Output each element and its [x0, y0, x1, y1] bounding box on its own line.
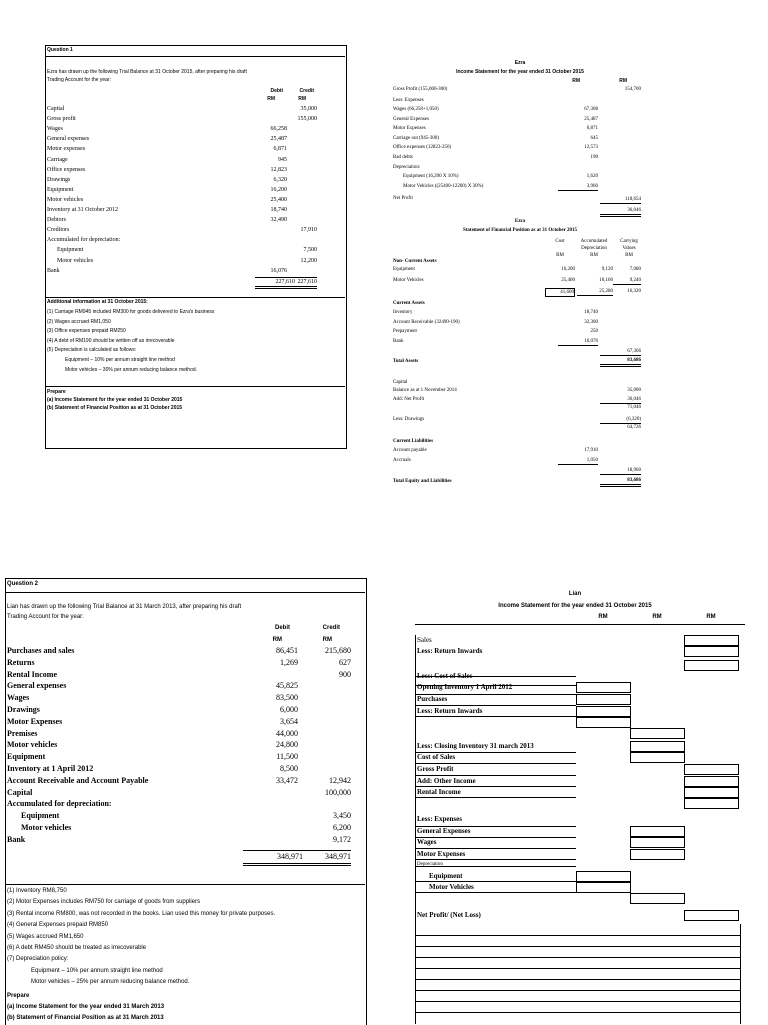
ezra-net-profit-label: Net Profit [393, 196, 413, 201]
lian-row-rule [415, 786, 576, 787]
lian-is-title: Income Statement for the year ended 31 October 2015 [498, 603, 652, 609]
q1-additional-item: Motor vehicles – 30% per annum reducing balance method. [65, 366, 198, 373]
q2-intro-line1: Lian has drawn up the following Trial Balance at 31 March 2013, after preparing his draft [7, 604, 242, 610]
lian-col-rm3: RM [706, 614, 716, 620]
ezra-ca-label: Account Receivable (32490-190) [393, 319, 460, 325]
ezra-expense-value: 6,871 [586, 126, 598, 132]
q2-row-label: Equipment [7, 752, 46, 762]
ezra-capital-value: 36,046 [600, 396, 641, 404]
ezra-capital-label: Add: Net Profit [393, 396, 425, 402]
lian-blank-rule [415, 968, 740, 969]
q2-note-item: (5) Wages accrued RM1,650 [7, 933, 84, 940]
lian-amount-cell[interactable] [630, 728, 685, 739]
lian-row-frame [415, 893, 577, 904]
lian-col-rm1: RM [598, 614, 608, 620]
q2-note-item: (3) Rental income RM800, was not recorded in the books. Lian used this money for private purposes. [7, 910, 276, 917]
q1-row-debit: 25,400 [270, 196, 287, 203]
ezra-total-el: 83,686 [600, 477, 641, 487]
ezra-ca-value: 18,740 [584, 310, 598, 315]
lian-row-label: Net Profit/ (Net Loss) [417, 911, 481, 919]
ezra-sfp-col-carry2: Values [622, 246, 636, 251]
q1-row-credit: 17,910 [300, 227, 317, 234]
q2-row-debit: 8,500 [280, 764, 298, 773]
ezra-sfp-col-acc1: Accumulated [580, 239, 608, 244]
lian-right-border [740, 924, 741, 1024]
q1-row-debit: 16,200 [270, 186, 287, 193]
ezra-nca-cost: 25,400 [561, 278, 575, 283]
q1-prepare-title: Prepare [47, 389, 66, 395]
lian-amount-cell[interactable] [576, 882, 631, 893]
lian-row-label: Motor Expenses [417, 850, 466, 858]
q2-row-label: Drawings [7, 705, 40, 714]
lian-row-rule [415, 716, 576, 717]
q1-additional-item: Equipment – 10% per annum straight line method [65, 357, 175, 363]
lian-row-label: Less: Cost of Sales [417, 672, 473, 680]
lian-amount-cell[interactable] [576, 871, 631, 882]
q1-intro-line2: Trading Account for the year: [47, 77, 112, 83]
ezra-expense-value: 25,487 [584, 116, 598, 122]
ezra-gross-profit-value: 154,700 [624, 87, 641, 92]
q2-row-label: Accumulated for depreciation: [7, 799, 112, 809]
q2-row-credit: 900 [339, 669, 351, 679]
q2-row-label: Motor vehicles [7, 740, 58, 750]
q2-row-credit: 12,942 [329, 775, 351, 785]
q1-row-debit: 16,076 [270, 267, 287, 274]
ezra-expense-value: 645 [590, 135, 598, 141]
ezra-nca-dep: 16,160 [599, 278, 613, 283]
ezra-capital-label: Capital [393, 380, 408, 385]
ezra-net-profit-value: 36,046 [600, 207, 641, 217]
q2-intro-line2: Trading Account for the year: [7, 614, 84, 620]
ezra-is-col-rm2: RM [619, 78, 627, 84]
ezra-nca-cost: 16,200 [561, 267, 575, 272]
q2-row-debit: 6,000 [280, 705, 298, 714]
lian-row-frame [415, 764, 577, 775]
q2-col-debit: Debit [275, 625, 290, 631]
q2-row-credit: 100,000 [325, 787, 351, 797]
q2-row-debit: 3,654 [280, 716, 298, 726]
ezra-capital-value: (6,320) [600, 416, 641, 424]
ezra-expense-label: Equipment (16,200 X 10%) [403, 174, 459, 180]
lian-row-frame [415, 694, 577, 705]
ezra-expense-value: 12,573 [584, 145, 598, 151]
ezra-sfp-col-rm1: RM [556, 253, 564, 258]
lian-blank-rule [415, 1001, 740, 1002]
lian-amount-cell[interactable] [684, 787, 739, 798]
ezra-is-name: Ezra [514, 60, 526, 66]
q1-col-credit: Credit [299, 88, 314, 94]
ezra-expense-label: General Expenses [393, 116, 429, 122]
q2-col-rm-debit: RM [272, 637, 282, 643]
ezra-cl-label: Account payable [393, 448, 427, 453]
q1-row-label: Bank [47, 267, 60, 274]
ezra-expense-value: 190 [590, 155, 598, 160]
q2-row-label: Capital [7, 787, 33, 797]
q2-row-label: Wages [7, 693, 30, 703]
q1-row-label: Inventory at 31 October 2012 [47, 207, 118, 213]
q1-total-debit: 227,610 [255, 277, 295, 289]
ezra-cl-label: Accruals [393, 457, 411, 463]
lian-blank-rule [415, 1012, 740, 1013]
q1-row-label: Capital [47, 106, 65, 112]
q1-row-label: Carriage [47, 156, 68, 163]
q1-row-debit: 32,490 [270, 217, 287, 224]
q2-row-label: Purchases and sales [7, 646, 75, 655]
ezra-capital-label: Less: Drawings [393, 416, 425, 422]
lian-amount-cell[interactable] [576, 717, 631, 728]
lian-row-frame [415, 798, 577, 809]
ezra-expense-label: Depreciation: [393, 164, 421, 170]
q1-row-label: Office expenses [47, 166, 86, 173]
ezra-sfp-col-acc2: Depreciation [581, 246, 607, 251]
lian-row-label: Sales [417, 636, 432, 644]
lian-row-label: Opening Inventory 1 April 2012 [417, 683, 513, 691]
lian-row-rule [415, 763, 576, 764]
q2-row-credit: 3,450 [333, 811, 351, 821]
lian-row-rule [415, 892, 576, 893]
lian-amount-cell[interactable] [630, 752, 685, 763]
q1-row-label: Motor vehicles [57, 257, 94, 264]
ezra-is-title: Income Statement for the year ended 31 October 2015 [456, 69, 584, 75]
ezra-ca-label: Bank [393, 338, 404, 344]
lian-row-label: General Expenses [417, 827, 471, 835]
lian-amount-cell[interactable] [630, 893, 685, 904]
ezra-ca-value: 32,300 [584, 319, 598, 325]
q2-row-credit: 627 [339, 657, 351, 667]
ezra-ca-value: 250 [590, 329, 598, 335]
q2-note-item: (1) Inventory RM8,750 [7, 888, 67, 894]
ezra-gross-profit-label: Gross Profit (155,000-300) [393, 87, 448, 92]
lian-row-frame [415, 646, 577, 657]
q2-row-label: Motor Expenses [7, 716, 63, 726]
q2-prepare-title: Prepare [7, 993, 30, 999]
q1-total-credit: 227,610 [295, 277, 317, 289]
ezra-sfp-title: Statement of Financial Position as at 31 October 2015 [462, 228, 578, 233]
ezra-less-expenses: Less: Expenses [393, 98, 424, 103]
lian-amount-cell[interactable] [684, 764, 739, 775]
q2-row-credit: 9,172 [333, 834, 351, 844]
lian-row-label: Less: Return Inwards [417, 707, 483, 715]
lian-row-frame [415, 826, 577, 837]
lian-amount-cell[interactable] [630, 849, 685, 860]
q1-additional-item: (4) A debt of RM190 should be written off as irrecoverable [47, 337, 175, 344]
lian-blank-rule [415, 990, 740, 991]
q1-row-label: Motor expenses [47, 146, 86, 153]
q1-row-credit: 7,500 [303, 247, 317, 254]
ezra-capital-value: 71,046 [627, 405, 641, 411]
lian-blank-rule [415, 935, 740, 936]
lian-row-frame [415, 741, 577, 752]
lian-row-frame [415, 752, 577, 763]
q2-row-label: Bank [7, 834, 26, 844]
ezra-cl-label: Current Liabilities [393, 439, 434, 444]
q1-row-debit: 6,871 [273, 146, 287, 153]
q2-row-label: Motor vehicles [21, 823, 72, 832]
lian-row-frame [415, 814, 577, 825]
lian-col-rm2: RM [652, 614, 662, 620]
ezra-total-assets-label: Total Assets [393, 359, 419, 364]
lian-amount-cell[interactable] [684, 910, 739, 921]
q1-row-credit: 155,000 [297, 116, 317, 123]
lian-row-rule [415, 859, 576, 860]
q1-row-label: General expenses [47, 136, 90, 143]
lian-row-rule [415, 775, 576, 776]
q2-row-label: Premises [7, 728, 38, 738]
ezra-total-el-label: Total Equity and Liabilities [393, 479, 452, 484]
q2-total-credit: 348,971 [303, 850, 351, 866]
lian-is-name: Lian [568, 591, 582, 597]
ezra-nca-label: Motor Vehicles [393, 278, 424, 283]
q2-note-item: (4) General Expenses prepaid RM850 [7, 922, 109, 929]
lian-row-label: Purchases [417, 695, 448, 703]
q2-row-label: Equipment [21, 811, 60, 821]
ezra-expense-label: Motor Expenses [393, 126, 426, 132]
lian-row-rule [415, 705, 576, 706]
ezra-sfp-name: Ezra [514, 219, 526, 224]
ezra-expense-label: Wages (66,258+1,050) [393, 107, 439, 112]
q2-col-credit: Credit [322, 625, 340, 631]
q2-row-debit: 1,269 [280, 657, 298, 667]
ezra-nca-dep: 9,120 [601, 267, 613, 272]
ezra-expense-value: 67,308 [584, 107, 598, 112]
ezra-is-col-rm1: RM [572, 78, 580, 84]
lian-row-label: Less: Expenses [417, 815, 462, 823]
lian-row-label: Cost of Sales [417, 753, 456, 761]
q2-row-label: Returns [7, 657, 35, 667]
lian-row-frame [415, 728, 577, 739]
q1-col-rm-credit: RM [298, 96, 306, 102]
ezra-expense-label: Motor Vehicles ((25400-12200) X 30%) [403, 183, 484, 189]
q2-total-debit: 348,971 [243, 850, 303, 866]
ezra-sfp-col-carry1: Carrying [620, 239, 638, 244]
q2-row-label: General expenses [7, 681, 67, 691]
q2-col-rm-credit: RM [322, 637, 332, 643]
q2-row-debit: 44,000 [276, 728, 298, 738]
ezra-cl-total: 18,960 [600, 467, 641, 475]
q1-row-label: Motor vehicles [47, 196, 84, 203]
q1-row-label: Creditors [47, 227, 70, 234]
lian-row-frame [415, 717, 577, 728]
lian-row-rule [415, 866, 576, 867]
q1-additional-item: (1) Carriage RM945 included RM300 for goods delivered to Ezra's business [47, 309, 215, 315]
lian-row-rule [415, 826, 576, 827]
q1-additional-item: (3) Office expenses prepaid RM250 [47, 328, 126, 335]
lian-row-label: Equipment [429, 872, 463, 880]
lian-row-frame [415, 682, 577, 693]
lian-row-frame [415, 837, 577, 848]
q1-prepare-a: (a) Income Statement for the year ended 31 October 2015 [47, 397, 183, 403]
lian-row-label: Wages [417, 838, 437, 846]
lian-amount-cell[interactable] [630, 826, 685, 837]
q2-row-debit: 45,825 [276, 681, 298, 691]
q2-prepare-a: (a) Income Statement for the year ended 31 March 2013 [7, 1004, 165, 1010]
ezra-capital-value: 64,726 [627, 425, 641, 431]
lian-row-rule [415, 685, 576, 686]
q1-row-label: Gross profit [47, 116, 76, 123]
q1-row-credit: 12,200 [300, 257, 317, 264]
ezra-ca-label: Prepayment [393, 329, 417, 335]
lian-amount-cell[interactable] [576, 682, 631, 693]
q1-row-label: Debtors [47, 217, 66, 224]
ezra-cl-value: 1,050 [558, 457, 598, 465]
ezra-total-assets: 83,686 [600, 357, 641, 367]
ezra-nca-carry: 7,080 [629, 267, 641, 272]
lian-row-rule [415, 837, 576, 838]
ezra-nca-total-carry: 16,320 [627, 289, 641, 294]
ezra-ca-label: Inventory [393, 310, 413, 315]
lian-row-label: Less: Return Inwards [417, 647, 483, 655]
ezra-expense-label: Office expenses (12823-250) [393, 145, 452, 151]
ezra-sfp-col-rm3: RM [625, 253, 633, 258]
lian-row-label: Depreciation [417, 862, 443, 867]
q1-row-debit: 18,740 [270, 207, 287, 213]
lian-left-border [415, 635, 416, 1024]
q2-row-debit: 83,500 [276, 693, 298, 703]
lian-row-frame [415, 635, 577, 646]
q2-note-item: (7) Depreciation policy: [7, 956, 69, 963]
lian-row-rule [415, 797, 576, 798]
q1-additional-title: Additional information at 31 October 2015: [47, 299, 148, 305]
lian-blank-rule [415, 946, 740, 947]
q1-row-credit: 35,000 [300, 106, 317, 112]
q1-row-label: Equipment [57, 247, 84, 254]
q1-row-debit: 6,320 [273, 176, 287, 183]
q1-col-debit: Debit [270, 88, 283, 94]
q1-row-label: Accumulated for depreciation: [47, 237, 121, 244]
lian-row-label: Add: Other Income [417, 777, 476, 785]
ezra-capital-label: Balance as at 1 November 2014 [393, 388, 457, 393]
ezra-ca-total: 67,366 [600, 348, 641, 356]
q1-row-label: Drawings [47, 176, 71, 183]
q2-row-label: Inventory at 1 April 2012 [7, 764, 94, 773]
lian-row-rule [415, 881, 576, 882]
q2-row-label: Account Receivable and Account Payable [7, 775, 149, 785]
lian-amount-cell[interactable] [684, 776, 739, 787]
q2-prepare-b: (b) Statement of Financial Position as at 31 March 2013 [7, 1015, 164, 1021]
ezra-sfp-col-rm2: RM [590, 253, 598, 258]
ezra-nca-total-cost: 41,600 [545, 288, 575, 297]
q1-row-label: Wages [47, 126, 63, 133]
lian-row-frame [415, 660, 577, 671]
q1-intro-line1: Ezra has drawn up the following Trial Balance at 31 October 2015, after preparing his draft [47, 69, 247, 75]
lian-row-label: Gross Profit [417, 765, 454, 773]
q1-row-debit: 25,487 [270, 136, 287, 143]
q1-col-rm-debit: RM [267, 96, 275, 102]
lian-row-label: Less: Closing Inventory 31 march 2013 [417, 742, 534, 750]
q1-row-label: Equipment [47, 186, 74, 193]
lian-row-frame [415, 910, 577, 921]
q1-row-debit: 945 [278, 156, 287, 163]
lian-amount-cell[interactable] [630, 837, 685, 848]
q2-note-item: (6) A debt RM450 should be treated as irrecoverable [7, 945, 147, 951]
lian-amount-cell[interactable] [630, 741, 685, 752]
ezra-cl-value: 17,910 [584, 448, 598, 453]
q2-note-item: Motor vehicles – 25% per annum reducing balance method. [31, 979, 190, 986]
q2-note-item: Equipment – 10% per annum straight line method [31, 967, 163, 974]
ezra-capital-value: 35,000 [627, 388, 641, 393]
ezra-nca-label: Equipment [393, 267, 415, 272]
lian-row-rule [415, 694, 576, 695]
q1-row-debit: 12,823 [270, 166, 287, 173]
q1-additional-item: (2) Wages accrued RM1,050 [47, 318, 111, 325]
lian-amount-cell[interactable] [576, 694, 631, 705]
ezra-ca-label: Current Assets [393, 301, 425, 306]
ezra-total-expenses: 118,654 [600, 196, 641, 204]
ezra-ca-value: 16,076 [558, 338, 598, 346]
lian-amount-cell[interactable] [684, 646, 739, 657]
q1-additional-item: (5) Depreciation is calculated as follows: [47, 347, 137, 354]
ezra-expense-value: 3,960 [558, 183, 598, 191]
q2-row-label: Rental Income [7, 669, 57, 679]
ezra-expense-label: Carriage out (945-300) [393, 135, 440, 141]
ezra-sfp-col-cost: Cost [555, 239, 565, 244]
q2-title: Question 2 [7, 581, 39, 587]
q2-row-debit: 33,472 [276, 775, 298, 785]
lian-amount-cell[interactable] [684, 635, 739, 646]
lian-row-rule [415, 848, 576, 849]
q2-note-item: (2) Motor Expenses includes RM750 for carriage of goods from suppliers [7, 899, 201, 906]
lian-row-label: Rental Income [417, 788, 461, 796]
q2-row-credit: 215,680 [325, 646, 351, 655]
lian-row-rule [415, 752, 576, 753]
lian-blank-rule [415, 957, 740, 958]
q2-row-debit: 24,800 [276, 740, 298, 750]
ezra-expense-value: 1,620 [586, 174, 598, 180]
lian-amount-cell[interactable] [684, 660, 739, 671]
ezra-nca-label: Non- Current Assets [393, 259, 437, 264]
lian-blank-rule [415, 979, 740, 980]
ezra-nca-total-dep: 25,280 [577, 288, 613, 296]
lian-row-rule [415, 676, 576, 677]
lian-amount-cell[interactable] [684, 798, 739, 809]
lian-amount-cell[interactable] [576, 706, 631, 717]
q1-title: Question 1 [47, 47, 73, 53]
q2-row-debit: 11,500 [276, 752, 298, 762]
q2-row-credit: 6,200 [333, 823, 351, 832]
ezra-nca-carry: 9,240 [613, 277, 641, 285]
ezra-expense-label: Bad debts [393, 155, 413, 160]
q1-row-debit: 66,258 [270, 126, 287, 133]
lian-row-label: Motor Vehicles [429, 883, 474, 891]
q1-prepare-b: (b) Statement of Financial Position as at 31 October 2015 [47, 405, 183, 411]
q2-row-debit: 86,451 [276, 646, 298, 655]
